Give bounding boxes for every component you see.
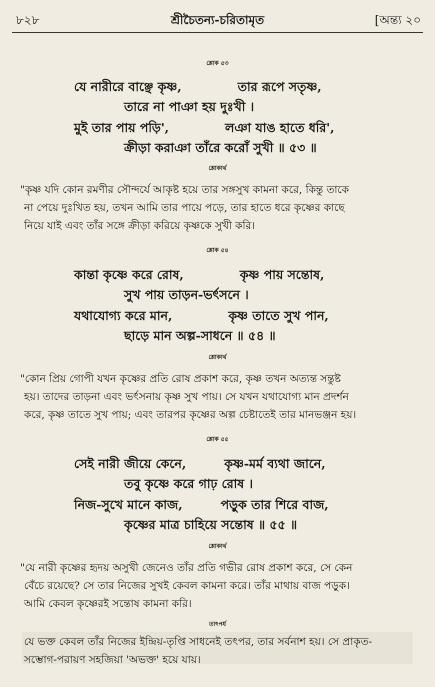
verse-54-heading: শ্লোক ৫৪ <box>206 247 229 254</box>
book-title: শ্রীচৈতন্য-চরিতামৃত <box>170 13 265 27</box>
chapter-label: [অন্ত্য ২০ <box>374 13 421 27</box>
verse-53-heading: শ্লোক ৫৩ <box>206 60 229 67</box>
purport-heading: তাৎপর্য <box>209 621 226 628</box>
verse-55-heading: শ্লোক ৫৫ <box>206 436 229 443</box>
running-header <box>14 12 421 32</box>
translation-53-heading: শ্লোকার্থ <box>208 165 227 172</box>
translation-54-line-2: হয়। তাদের তাড়না এবং ভর্ৎসনায় কৃষ্ণ সুখ পায়। সে যখন যথাযোগ্য মান প্রদর্শন <box>24 391 349 403</box>
translation-55-line-3: আমি কেবল কৃষ্ণেরই সন্তোষ কামনা করি। <box>24 598 192 610</box>
verse-55-line-4: কৃষ্ণের মাত্র চাহিয়ে সন্তোষ ॥ ৫৫ ॥ <box>124 517 298 532</box>
verse-54-line-2: সুখ পায় তাড়ন-ভর্ৎসনে । <box>124 287 249 302</box>
page-number: ৮২৮ <box>16 13 40 27</box>
purport-line-2: সম্ভোগ-পরায়ণ সহজিয়া 'অভক্ত' হয়ে যায়। <box>24 654 201 666</box>
translation-53-line-1: "কৃষ্ণ যদি কোন রমণীর সৌন্দর্যে আকৃষ্ট হয়ে তার সঙ্গসুখ কামনা করে, কিন্তু তাকে <box>20 184 349 196</box>
verse-55-line-2: তবু কৃষ্ণে করে গাঢ় রোষ । <box>124 476 253 491</box>
verse-54-line-3: যথাযোগ্য করে মান, কৃষ্ণ তাতে সুখ পান, <box>74 308 329 323</box>
verse-55-line-3: নিজ-সুখে মানে কাজ, পড়ুক তার শিরে বাজ, <box>74 497 329 512</box>
translation-53-line-3: নিয়ে যাই এবং তাঁর সঙ্গে ক্রীড়া করিয়ে কৃষ্ণকে সুখী করি। <box>24 220 256 232</box>
verse-55-line-1: সেই নারী জীয়ে কেনে, কৃষ্ণ-মর্ম ব্যথা জানে, <box>74 456 326 471</box>
purport-line-1: যে ভক্ত কেবল তাঁর নিজের ইন্দ্রিয়-তৃপ্তি সাধনেই তৎপর, তার সর্বনাশ হয়। সে প্রাকৃত- <box>24 636 373 648</box>
verse-53-line-3: মুই তার পায় পড়ি', লঞা যাঙ হাতে ধরি', <box>74 120 335 135</box>
translation-53-line-2: না পেয়ে দুঃখিত হয়, তখন আমি তার পায়ে পড়ে, তার হাতে ধরে কৃষ্ণের কাছে <box>24 202 345 214</box>
header-rule <box>12 32 423 33</box>
verse-53-line-2: তারে না পাঞা হয় দুঃখী । <box>124 99 255 114</box>
verse-53-line-4: ক্রীড়া করাঞা তাঁরে করোঁ সুখী ॥ ৫৩ ॥ <box>124 140 317 155</box>
verse-54-line-4: ছাড়ে মান অল্প-সাধনে ॥ ৫৪ ॥ <box>124 328 276 343</box>
translation-55-heading: শ্লোকার্থ <box>208 543 227 550</box>
verse-53-line-1: যে নারীরে বাঞ্ছে কৃষ্ণ, তার রূপে সতৃষ্ণ, <box>74 79 322 94</box>
translation-55-line-2: বেঁচে রয়েছে? সে তার নিজের সুখই কেবল কামনা করে। তাঁর মাথায় বাজ পড়ুক। <box>24 580 350 592</box>
verse-54-line-1: কান্তা কৃষ্ণে করে রোষ, কৃষ্ণ পায় সন্তোষ, <box>74 267 325 282</box>
translation-55-line-1: "যে নারী কৃষ্ণের হৃদয় অসুখী জেনেও তাঁর প্রতি গভীর রোষ প্রকাশ করে, সে কেন <box>20 562 353 574</box>
translation-54-line-3: করে, কৃষ্ণ তাতে সুখ পায়; এবং তারপর কৃষ্ণের অল্প চেষ্টাতেই তার মানভঞ্জন হয়। <box>24 409 357 421</box>
translation-54-heading: শ্লোকার্থ <box>208 354 227 361</box>
translation-54-line-1: "কোন প্রিয় গোপী যখন কৃষ্ণের প্রতি রোষ প্রকাশ করে, কৃষ্ণ তখন অত্যন্ত সন্তুষ্ট <box>20 373 341 385</box>
